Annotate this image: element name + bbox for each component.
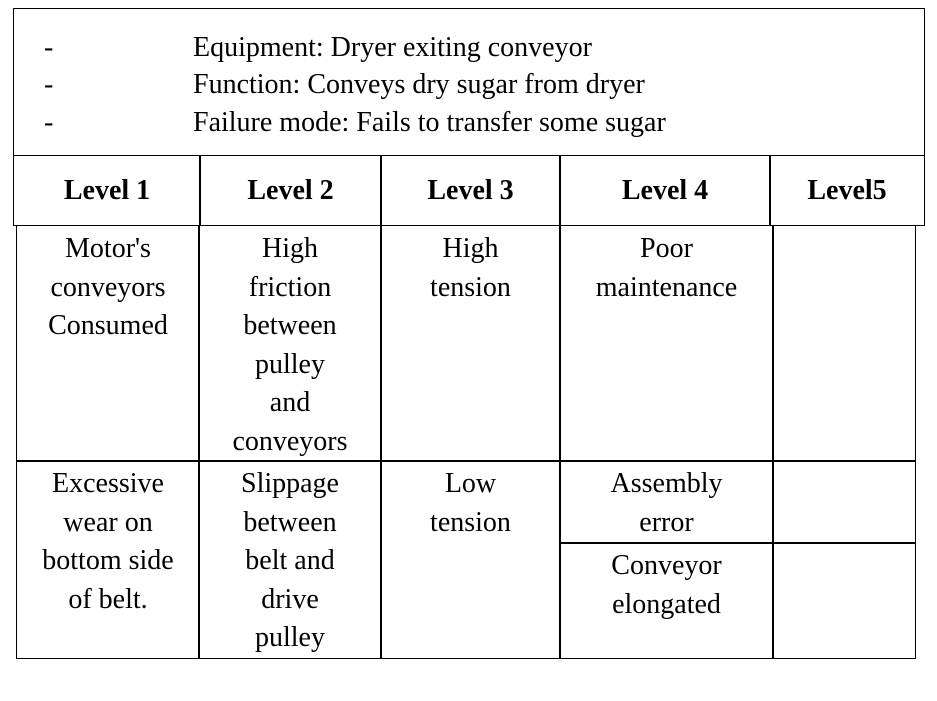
cell-level-5-a xyxy=(772,460,916,544)
cell-text-line: pulley xyxy=(255,348,325,380)
cell-text-line: Assembly xyxy=(610,468,723,499)
equipment-text: Equipment: Dryer exiting conveyor xyxy=(193,32,592,63)
failure-mode-text: Failure mode: Fails to transfer some sugar xyxy=(193,107,666,138)
cell-text-line: elongated xyxy=(612,588,721,620)
bullet-dash: - xyxy=(44,107,54,138)
cell-text-line: bottom side xyxy=(42,545,174,576)
cell-level-3 xyxy=(380,225,561,462)
cell-text-line: between xyxy=(243,310,337,341)
cell-text-line: Poor xyxy=(640,233,693,264)
cell-text-line: pulley xyxy=(255,622,325,653)
cell-text-line: tension xyxy=(430,271,511,303)
cell-text-line: belt and xyxy=(245,545,335,576)
cell-text-line: error xyxy=(639,506,694,538)
header-level-3: Level 3 xyxy=(380,155,561,226)
cell-text-line: maintenance xyxy=(595,271,738,303)
bullet-dash: - xyxy=(44,32,54,63)
cell-text-line: of belt. xyxy=(68,583,148,615)
cell-level-2 xyxy=(198,225,382,462)
cell-text-line: High xyxy=(442,233,499,264)
cell-text-line: and xyxy=(269,387,311,418)
bullet-dash: - xyxy=(44,69,54,100)
header-level-4: Level 4 xyxy=(559,155,771,226)
cell-level-5-b xyxy=(772,542,916,659)
cell-text-line: between xyxy=(243,506,337,538)
cell-text-line: friction xyxy=(248,271,332,303)
cell-text-line: Motor's xyxy=(65,233,151,264)
cell-level-4 xyxy=(559,225,774,462)
cell-text-line: Slippage xyxy=(241,468,339,499)
function-text: Function: Conveys dry sugar from dryer xyxy=(193,69,645,100)
cell-level-2 xyxy=(198,460,382,659)
cell-text-line: Excessive xyxy=(52,468,164,499)
cell-level-1 xyxy=(16,460,200,659)
header-level-2: Level 2 xyxy=(199,155,382,226)
cell-text-line: Conveyor xyxy=(611,550,722,581)
cell-level-3 xyxy=(380,460,561,659)
cell-text-line: drive xyxy=(261,583,319,615)
cell-level-4-b xyxy=(559,542,774,659)
cell-text-line: High xyxy=(262,233,318,264)
cell-text-line: conveyors xyxy=(232,425,348,457)
cell-text-line: Consumed xyxy=(48,310,168,341)
header-level-5: Level5 xyxy=(769,155,925,226)
cell-text-line: tension xyxy=(430,506,511,538)
cell-level-4-a xyxy=(559,460,774,544)
cell-level-5 xyxy=(772,225,916,462)
cell-level-1 xyxy=(16,225,200,462)
cell-text-line: Low xyxy=(444,468,497,499)
header-level-1: Level 1 xyxy=(13,155,201,226)
cell-text-line: conveyors xyxy=(50,271,166,303)
cell-text-line: wear on xyxy=(63,506,153,538)
info-box xyxy=(13,8,925,156)
